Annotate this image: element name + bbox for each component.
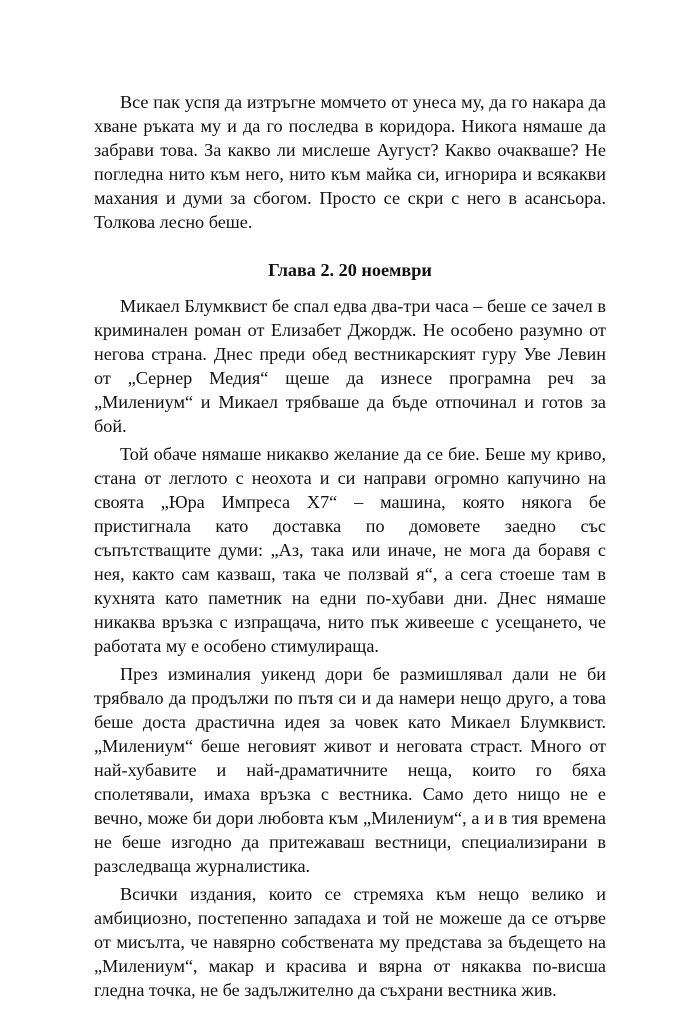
body-paragraph-2: Той обаче нямаше никакво желание да се бие. Беше му криво, стана от леглото с неохота и си направи огромно капучино на своята „Юра Импреса Х7“ – машина, която някога бе пристигнала като доставка по домовете заедно със съпътстващите думи: „Аз, така или иначе, не мога да боравя с нея, както сам казваш, така че ползвай я“, а сега стоеше там в кухнята като паметник на едни по-хубави дни. Днес нямаше никаква връзка с изпращача, нито пък живееше с усещането, че работата му е особено стимулираща. [94,444,606,656]
intro-text [94,90,606,234]
body-paragraph-3: През изминалия уикенд дори бе размишлявал дали не би трябвало да продължи по пътя си и да намери нещо друго, а това беше доста драстична идея за човек като Микаел Блумквист. „Милениум“ беше неговият живот и неговата страст. Много от най-хубавите и най-драматичните неща, които го бяха сполетявали, имаха връзка с вестника. Само дето нищо не е вечно, може би дори любовта към „Милениум“, а и в тия времена не беше изгодно да притежаваш вестници, специализирани в разследваща журналистика. [94,664,606,876]
body-paragraph-4: Всички издания, които се стремяха към нещо велико и амбициозно, постепенно западаха и той не можеше да се отърве от мисълта, че навярно собствената му представа за бъдещето на „Милениум“, макар и красива и вярна от някаква по-висша гледна точка, не бе задължително да съхрани вестника жив. [94,884,606,1000]
chapter-body [94,294,606,1002]
chapter-heading: Глава 2. 20 ноември [268,260,432,280]
body-paragraph-1: Микаел Блумквист бе спал едва два-три часа – беше се зачел в криминален роман от Елизабет Джордж. Не особено разумно от негова страна. Днес преди обед вестникарският гуру Уве Левин от „Сернер Медия“ щеше да изнесе програмна реч за „Милениум“ и Микаел трябваше да бъде отпочинал и готов за бой. [94,296,606,436]
intro-paragraph: Все пак успя да изтръгне момчето от унеса му, да го накара да хване ръката му и да го последва в коридора. Никога нямаше да забрави това. За какво ли мислеше Аугуст? Какво очакваше? Не погледна нито към него, нито към майка си, игнорира и всякакви махания и думи за сбогом. Просто се скри с него в асансьора. Толкова лесно беше. [94,92,606,232]
